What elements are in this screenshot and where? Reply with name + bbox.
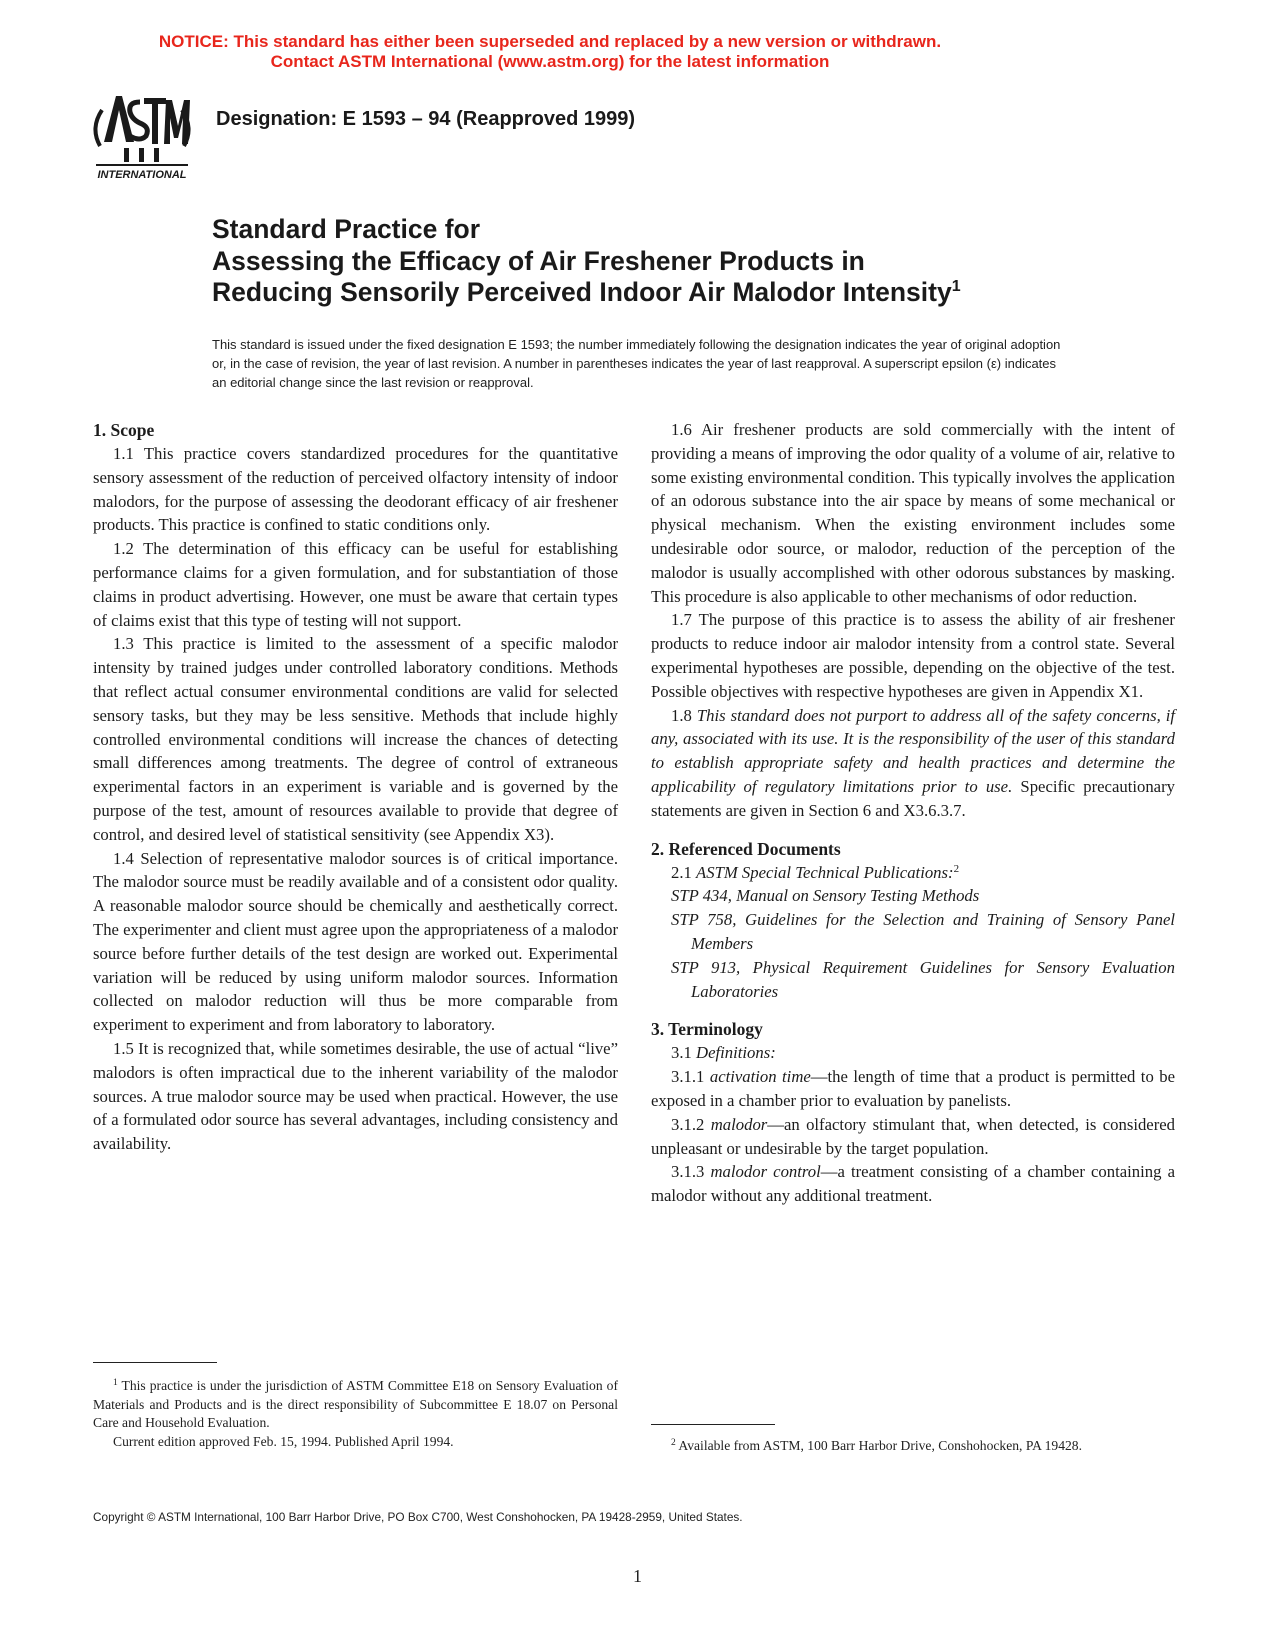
notice-line-2: Contact ASTM International (www.astm.org) for the latest information — [270, 52, 830, 71]
footnote-1 — [93, 1377, 618, 1451]
left-column — [93, 418, 618, 1156]
designation: Designation: E 1593 – 94 (Reapproved 1999) — [216, 108, 636, 130]
paragraph-1-3: 1.3 This practice is limited to the assessment of a specific malodor intensity by trained judges under controlled laboratory conditions. Methods that reflect actual consumer environmental conditions are valid for selected sensory tasks, but they may be less sensitive. Methods that include highly controlled environmental conditions will increase the chances of detecting small differences among treatments. The degree of control of extraneous experimental factors in an experiment is variable and is governed by the purpose of the test, amount of resources available to provide that degree of control, and desired level of statistical sensitivity (see Appendix X3). — [93, 634, 618, 844]
footnote-2 — [651, 1437, 1175, 1456]
title-line-2: Assessing the Efficacy of Air Freshener Products in — [212, 245, 865, 276]
title-line-3-text: Reducing Sensorily Perceived Indoor Air Malodor Intensity — [212, 277, 952, 307]
paragraph-1-8-rest: Specific precautionary statements are given in Section 6 and X3.6.3.7. — [651, 776, 1175, 820]
definition-3-1-3-term: malodor control — [710, 1162, 821, 1182]
definition-3-1-term: Definitions: — [696, 1043, 776, 1063]
footnote-1-marker: 1 — [113, 1378, 118, 1388]
copyright: Copyright © ASTM International, 100 Barr Harbor Drive, PO Box C700, West Conshohocken, PA 19428-2959, United States. — [93, 1510, 743, 1524]
page-title — [212, 214, 1172, 309]
reference-stp-434-text: STP 434, Manual on Sensory Testing Methods — [671, 886, 980, 906]
footnote-2-text: Available from ASTM, 100 Barr Harbor Drive, Conshohocken, PA 19428. — [675, 1438, 1083, 1453]
definition-3-1-1-term: activation time — [709, 1067, 811, 1087]
issued-note: This standard is issued under the fixed designation E 1593; the number immediately following the designation indicates the year of original adoption or, in the case of revision, the year of last revision. A number in parentheses indicates the year of last reapproval. A superscript epsilon (ε) indicates an editorial change since the last revision or reapproval. — [212, 337, 1061, 390]
notice-line-1: NOTICE: This standard has either been superseded and replaced by a new version or withdrawn. — [158, 32, 942, 51]
paragraph-1-8-number: 1.8 — [671, 705, 697, 725]
reference-2-1-footnote-marker: 2 — [953, 862, 960, 875]
footnote-divider-right — [651, 1424, 775, 1425]
footnote-1-edition: Current edition approved Feb. 15, 1994. Published April 1994. — [113, 1433, 454, 1449]
section-3-heading: 3. Terminology — [651, 1019, 763, 1040]
paragraph-1-4: 1.4 Selection of representative malodor sources is of critical importance. The malodor source must be readily available and of a consistent odor quality. A reasonable malodor source should be chemically and aesthetically correct. The experimenter and client must agree upon the appropriateness of a malodor source before further details of the test design are worked out. Experimental variation will be reduced by using uniform malodor sources. Information collected on malodor reduction will thus be more comparable from experiment to experiment and from laboratory to laboratory. — [93, 848, 618, 1035]
definition-3-1-1-number: 3.1.1 — [671, 1067, 710, 1087]
definition-3-1-1 — [651, 1065, 1175, 1113]
title-footnote-marker: 1 — [951, 278, 961, 295]
reference-stp-913-text: STP 913, Physical Requirement Guidelines for Sensory Evaluation Laboratories — [671, 957, 1175, 1001]
paragraph-1-8 — [651, 704, 1175, 823]
definition-3-1-3-number: 3.1.3 — [671, 1162, 711, 1182]
section-1-heading: 1. Scope — [93, 420, 155, 440]
footnote-1-body — [93, 1377, 618, 1433]
notice-banner — [0, 32, 1100, 72]
definition-3-1-3 — [651, 1160, 1175, 1208]
page-number: 1 — [633, 1566, 642, 1586]
reference-2-1 — [651, 861, 1175, 885]
footnote-divider-left — [93, 1362, 217, 1363]
paragraph-1-2: 1.2 The determination of this efficacy can be useful for establishing performance claims for a given formulation, and for substantiation of those claims in product advertising. However, one must be aware that certain types of claims exist that this type of testing will not support. — [93, 539, 618, 630]
section-2-heading: 2. Referenced Documents — [651, 838, 841, 859]
definition-3-1-2 — [651, 1113, 1175, 1161]
title-line-1: Standard Practice for — [212, 214, 481, 244]
definition-3-1-3-text: —a treatment consisting of a chamber containing a malodor without any additional treatment. — [651, 1162, 1175, 1206]
definition-3-1-2-term: malodor — [710, 1114, 768, 1134]
definition-3-1-2-number: 3.1.2 — [671, 1114, 711, 1134]
logo-label: INTERNATIONAL — [97, 169, 187, 181]
astm-logo-icon — [86, 88, 198, 184]
paragraph-1-1: 1.1 This practice covers standardized procedures for the quantitative sensory assessment of the reduction of perceived olfactory intensity of indoor malodors, for the purpose of assessing the deodorant efficacy of air freshener products. This practice is confined to static conditions only. — [93, 444, 618, 535]
right-column — [651, 418, 1175, 1208]
reference-stp-758 — [651, 908, 1175, 956]
reference-2-1-number: 2.1 — [671, 862, 697, 882]
paragraph-1-7: 1.7 The purpose of this practice is to assess the ability of air freshener products to reduce indoor air malodor intensity from a control state. Several experimental hypotheses are possible, depending on the objective of the test. Possible objectives with respective hypotheses are given in Appendix X1. — [651, 610, 1175, 701]
title-line-3 — [212, 277, 1172, 309]
footnote-2-body — [651, 1437, 1175, 1456]
footnote-2-marker: 2 — [671, 1438, 676, 1448]
reference-stp-434 — [651, 884, 1175, 908]
reference-stp-758-text: STP 758, Guidelines for the Selection and Training of Sensory Panel Members — [671, 910, 1175, 953]
footnote-1-text: This practice is under the jurisdiction of ASTM Committee E18 on Sensory Evaluation of Materials and Products and is the direct responsibility of Subcommittee E 18.07 on Personal Care and Household Evaluation. — [93, 1378, 618, 1430]
paragraph-1-6: 1.6 Air freshener products are sold commercially with the intent of providing a means of improving the odor quality of a volume of air, relative to some existing environmental condition. This typically involves the application of an odorous substance into the air space by means of some mechanical or physical mechanism. When the existing environment includes some undesirable odor source, or malodor, reduction of the perception of the malodor is usually accomplished with other odorous substances by masking. This procedure is also applicable to other mechanisms of odor reduction. — [651, 420, 1175, 606]
definition-3-1 — [651, 1041, 1175, 1065]
definition-3-1-2-text: —an olfactory stimulant that, when detected, is considered unpleasant or undesirable by the target population. — [651, 1114, 1176, 1158]
definition-3-1-number: 3.1 — [671, 1043, 697, 1063]
reference-stp-913 — [651, 956, 1175, 1004]
safety-statement: This standard does not purport to address all of the safety concerns, if any, associated with its use. It is the responsibility of the user of this standard to establish appropriate safety and health practices and determine the applicability of regulatory limitations prior to use. — [651, 705, 1176, 796]
definition-3-1-1-text: —the length of time that a product is permitted to be exposed in a chamber prior to evaluation by panelists. — [651, 1067, 1176, 1110]
reference-2-1-text: ASTM Special Technical Publications: — [696, 862, 954, 882]
paragraph-1-5: 1.5 It is recognized that, while sometimes desirable, the use of actual “live” malodors is often impractical due to the inherent variability of the malodor sources. A true malodor source may be used when practical. However, the use of a formulated odor source has several advantages, including consistency and availability. — [93, 1038, 618, 1154]
